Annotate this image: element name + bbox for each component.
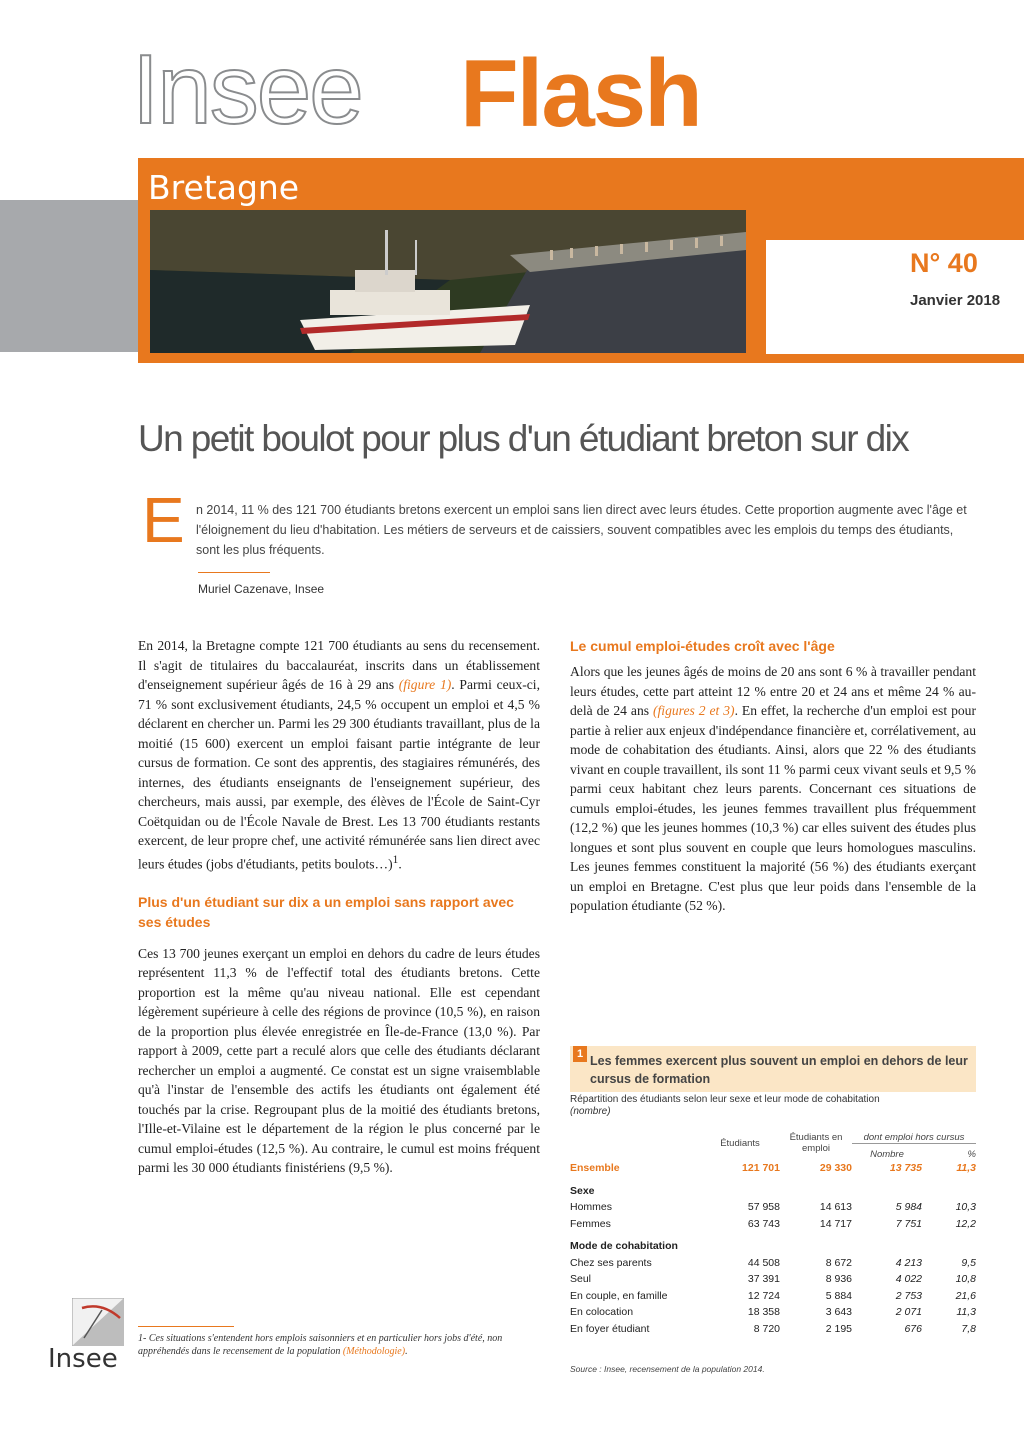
cell-employed: 5 884	[825, 1289, 852, 1302]
right-column	[570, 636, 976, 916]
table-row	[570, 1304, 976, 1321]
figure-subtitle-text: Répartition des étudiants selon leur sexe et leur mode de cohabitation	[570, 1094, 880, 1105]
figure-reference-link[interactable]: (figure 1)	[398, 677, 452, 692]
insee-logo-text: Insee	[48, 1344, 118, 1374]
figure-number: 1	[573, 1046, 587, 1062]
cell-count: 4 213	[895, 1256, 922, 1269]
paragraph-text: En 2014, la Bretagne compte 121 700 étudiants au sens du recensement. Il s'agit de titulaires du baccalauréat, inscrits dans un établissement d'enseignement supérieur âgés de 16 à 29 ans	[138, 638, 540, 692]
row-label: Hommes	[570, 1201, 613, 1214]
figure-subtitle	[570, 1094, 980, 1118]
issue-number: N° 40	[910, 248, 978, 278]
header-employed: Étudiants en emploi	[789, 1132, 843, 1154]
cell-students: 121 701	[742, 1162, 780, 1175]
cell-employed: 29 330	[819, 1162, 852, 1175]
header-count: Nombre	[870, 1149, 904, 1160]
table-section-row	[570, 1177, 976, 1200]
cell-pct: 10,8	[955, 1273, 976, 1286]
cell-pct: 9,5	[961, 1256, 976, 1269]
row-label: Ensemble	[570, 1162, 620, 1175]
figure-source: Source : Insee, recensement de la population 2014.	[570, 1364, 765, 1374]
footnote-divider	[138, 1326, 234, 1327]
row-label: En colocation	[570, 1306, 634, 1319]
table-header-spacer	[570, 1126, 700, 1143]
brand-insee: Insee	[132, 34, 362, 144]
cell-employed: 14 613	[819, 1201, 852, 1214]
footnote-text: 1- Ces situations s'entendent hors emplois saisonniers et en particulier hors jobs d'été, non appréhendés dans le recensement de la population	[138, 1333, 503, 1357]
row-label: Chez ses parents	[570, 1256, 652, 1269]
paragraph-text: . Parmi ceux-ci, 71 % sont exclusivement étudiants, 24,5 % occupent un emploi et 4,5 % déclarent en chercher un. Parmi les 29 300 étudiants travaillant, plus de la moitié (15 600) exercent un emploi faisant partie intégrante de leur cursus de formation. Ce sont des apprentis, des stagiaires rémunérés, des internes, des étudiants enseignants de l'enseignement supérieur, des chercheurs, mais aussi, par exemple, des élèves de l'École de Saint-Cyr Coëtquidan ou de l'École Navale de Brest. Les 13 700 étudiants restants exercent, de leur propre chef, une activité rémunérée sans lien direct avec leurs études (jobs d'étudiants, petits boulots…)	[138, 677, 540, 872]
paragraph-text: .	[398, 856, 402, 872]
cell-count: 13 735	[889, 1162, 922, 1175]
table-row	[570, 1216, 976, 1233]
cell-students: 18 358	[747, 1306, 780, 1319]
cell-count: 676	[904, 1322, 922, 1335]
cell-count: 7 751	[895, 1217, 922, 1230]
header-group: dont emploi hors cursus	[852, 1126, 976, 1143]
section-heading: Le cumul emploi-études croît avec l'âge	[570, 638, 835, 654]
lead-divider	[198, 572, 270, 573]
lead-paragraph: n 2014, 11 % des 121 700 étudiants bretons exercent un emploi sans lien direct avec leurs études. Cette proportion augmente avec l'âge et l'éloignement du lieu d'habitation. Les métiers de serveurs et de caissiers, souvent compatibles avec les emplois du temps des étudiants, sont les plus fréquents.	[196, 503, 967, 557]
region-label: Bretagne	[148, 168, 300, 207]
row-label: En couple, en famille	[570, 1289, 668, 1302]
cell-employed: 14 717	[819, 1217, 852, 1230]
methodology-link[interactable]: (Méthodologie)	[342, 1346, 406, 1357]
cell-count: 2 753	[895, 1289, 922, 1302]
cell-pct: 10,3	[955, 1201, 976, 1214]
table-section-row	[570, 1232, 976, 1255]
paragraph-text: Alors que les jeunes âgés de moins de 20 ans sont 6 % à travailler pendant leurs études, cette part atteint 12 % entre 20 et 24 ans et même 24 % au-delà de 24 ans	[570, 664, 976, 718]
table-row	[570, 1199, 976, 1216]
cell-employed: 8 672	[825, 1256, 852, 1269]
figure-title: Les femmes exercent plus souvent un emploi en dehors de leur cursus de formation	[590, 1054, 968, 1086]
cell-students: 8 720	[753, 1322, 780, 1335]
figure-table	[570, 1126, 976, 1337]
header-students: Étudiants	[720, 1137, 760, 1149]
insee-logo-icon	[72, 1298, 124, 1346]
table-row	[570, 1271, 976, 1288]
cell-count: 2 071	[895, 1306, 922, 1319]
figure-unit: (nombre)	[570, 1106, 611, 1117]
cell-pct: 11,3	[956, 1162, 976, 1175]
section-title: Mode de cohabitation	[570, 1240, 678, 1253]
table-header-spacer	[570, 1143, 700, 1160]
section-title: Sexe	[570, 1184, 595, 1197]
cell-students: 44 508	[747, 1256, 780, 1269]
brand-flash: Flash	[460, 40, 701, 147]
cell-students: 57 958	[747, 1201, 780, 1214]
table-row	[570, 1255, 976, 1272]
cell-employed: 3 643	[825, 1306, 852, 1319]
body-paragraph	[570, 662, 976, 916]
author: Muriel Cazenave, Insee	[198, 582, 325, 596]
cell-employed: 8 936	[825, 1273, 852, 1286]
cell-pct: 21,6	[955, 1289, 976, 1302]
cell-students: 12 724	[747, 1289, 780, 1302]
cell-employed: 2 195	[825, 1322, 852, 1335]
article-title: Un petit boulot pour plus d'un étudiant breton sur dix	[138, 418, 909, 459]
body-paragraph	[138, 636, 540, 874]
paragraph-text: . En effet, la recherche d'un emploi est pour partie à relier aux enjeux d'indépendance financière et, corrélativement, au mode de cohabitation des étudiants. Ainsi, alors que 22 % des étudiants vivant en couple travaillent, ils sont 11 % parmi ceux vivant seuls et 9,5 % parmi ceux habitant chez leurs parents. Concernant ces situations de cumuls emploi-études, les jeunes femmes travaillent plus fréquemment (12,2 %) que les jeunes hommes (10,3 %) car elles suivent des études plus longues et sont plus souvent en couple que leurs homologues masculins. Les jeunes femmes constituent la majorité (56 %) des étudiants exerçant un emploi en Bretagne. C'est plus que leur poids dans l'ensemble de la population étudiante (52 %).	[570, 703, 976, 913]
cell-pct: 12,2	[955, 1217, 976, 1230]
table-row	[570, 1321, 976, 1338]
left-column	[138, 636, 540, 1178]
lead-dropcap: E	[142, 484, 185, 556]
table-row-total	[570, 1160, 976, 1177]
cell-pct: 11,3	[956, 1306, 976, 1319]
figure-reference-link[interactable]: (figures 2 et 3)	[653, 703, 735, 718]
row-label: Seul	[570, 1273, 592, 1286]
header-pct: %	[967, 1149, 976, 1160]
cell-pct: 7,8	[961, 1322, 976, 1335]
row-label: Femmes	[570, 1217, 611, 1230]
footnote-text: .	[405, 1346, 408, 1357]
table-row	[570, 1288, 976, 1305]
row-label: En foyer étudiant	[570, 1322, 650, 1335]
issue-date: Janvier 2018	[910, 292, 1001, 309]
cell-students: 63 743	[747, 1217, 780, 1230]
footnote-marker[interactable]: 1	[392, 853, 399, 866]
cell-students: 37 391	[747, 1273, 780, 1286]
section-heading: Plus d'un étudiant sur dix a un emploi sans rapport avec ses études	[138, 893, 514, 930]
cover-photo	[150, 210, 746, 353]
body-paragraph: Ces 13 700 jeunes exerçant un emploi en dehors du cadre de leurs études représentent 11,3 % de l'effectif total des étudiants bretons. Cette proportion est la même qu'au niveau national. Elle est cependant légèrement supérieure à celle des régions de province (10,5 %), en raison de la proportion plus élevée enregistrée en Île-de-France (13,0 %). Par rapport à 2009, cette part a reculé alors que celle des étudiants déclarant rechercher un emploi a augmenté. Ce constat est un signe vraisemblable qu'à l'instar de l'ensemble des actifs les étudiants ont également été touchés par la crise. Regroupant plus de la moitié des étudiants bretons, l'Ille-et-Vilaine est le département de la région le plus concerné par le cumul emploi-études (12,5 %). Au contraire, le cumul est moins fréquent parmi les 30 000 étudiants finistériens (9,5 %).	[138, 945, 540, 1176]
cell-count: 5 984	[895, 1201, 922, 1214]
cell-count: 4 022	[895, 1273, 922, 1286]
footnote	[138, 1332, 538, 1358]
